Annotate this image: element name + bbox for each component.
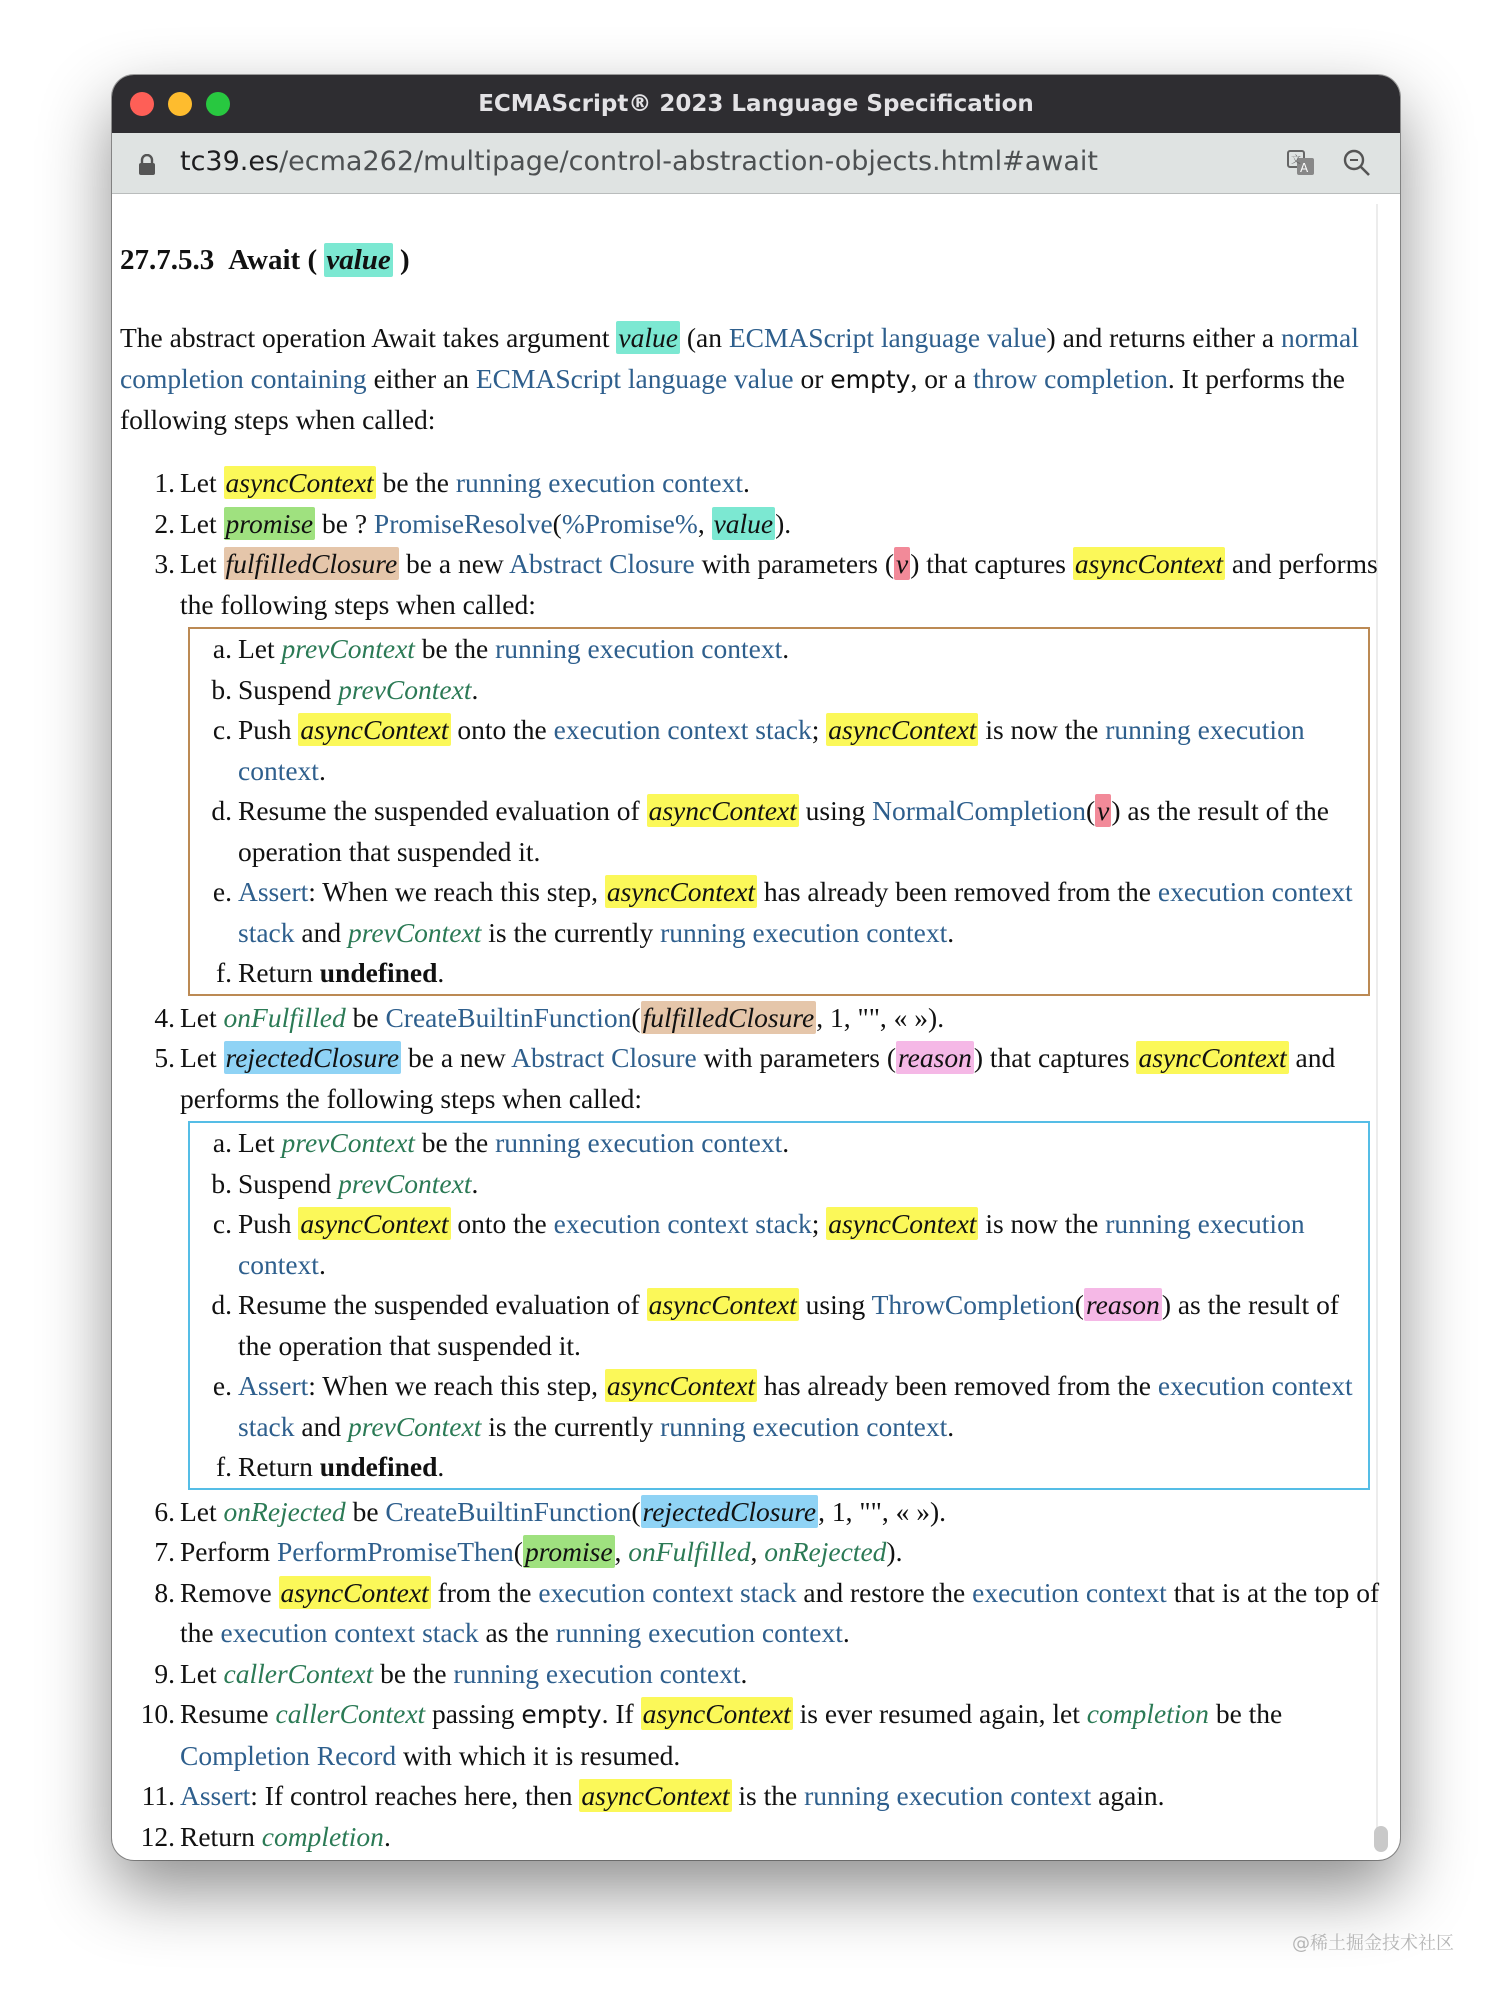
text: .	[471, 673, 479, 705]
close-button[interactable]	[130, 92, 154, 116]
lock-icon	[138, 152, 156, 183]
var-onFulfilled[interactable]: onFulfilled	[223, 1001, 346, 1033]
address-bar[interactable]	[112, 133, 1400, 194]
step-number: 1.	[154, 467, 175, 498]
text: Push	[238, 714, 299, 745]
text: Let	[238, 633, 282, 664]
text: is now the	[978, 714, 1106, 745]
link-normal-completion[interactable]: normal completion containing	[120, 322, 1359, 394]
substep-a	[190, 629, 1358, 670]
step-7	[120, 1532, 1380, 1573]
var-onFulfilled[interactable]: onFulfilled	[628, 1536, 751, 1567]
var-asyncContext[interactable]: asyncContext	[828, 714, 977, 745]
link-assert[interactable]: Assert	[238, 1370, 309, 1401]
window-controls	[130, 92, 230, 116]
substep-number: d.	[211, 795, 232, 826]
text: again.	[1091, 1780, 1165, 1811]
text: Let	[238, 1127, 282, 1158]
step-number: 9.	[154, 1657, 175, 1689]
substep-c	[190, 710, 1358, 791]
var-asyncContext[interactable]: asyncContext	[648, 1289, 797, 1320]
step-12	[120, 1817, 1380, 1858]
text: is the currently	[481, 916, 661, 948]
text: .	[743, 467, 750, 498]
var-asyncContext[interactable]: asyncContext	[225, 467, 374, 498]
link-assert[interactable]: Assert	[238, 876, 309, 907]
text: ).	[886, 1536, 903, 1567]
text: , 1, "", « »).	[816, 1001, 945, 1033]
text: : If control reaches here, then	[250, 1780, 580, 1811]
algorithm-steps	[120, 463, 1380, 1857]
intro-paragraph	[120, 318, 1370, 441]
text: and	[294, 1410, 348, 1442]
zoom-button[interactable]	[206, 92, 230, 116]
step-10	[120, 1694, 1380, 1776]
text: ,	[697, 507, 712, 539]
text: Perform	[180, 1536, 277, 1567]
link-throw-completion[interactable]: throw completion	[973, 362, 1168, 394]
section-heading	[120, 240, 410, 281]
text: .	[318, 754, 326, 786]
substep-e	[190, 872, 1358, 953]
minimize-button[interactable]	[168, 92, 192, 116]
text: onto the	[450, 1208, 554, 1239]
text: be a new	[399, 548, 510, 579]
text: (	[631, 1001, 641, 1033]
step-8	[120, 1573, 1380, 1654]
text: ) and returns either a	[1046, 322, 1281, 353]
link-running-execution-context[interactable]: running execution context	[495, 1127, 783, 1158]
substep-a	[190, 1123, 1358, 1164]
text: be the	[414, 1127, 496, 1158]
text: .	[437, 1451, 445, 1482]
var-promise[interactable]: promise	[524, 1536, 613, 1567]
var-callerContext[interactable]: callerContext	[275, 1698, 426, 1729]
text: and performs the following steps when called:	[180, 1042, 1336, 1114]
step-number: 2.	[154, 507, 175, 539]
fulfilled-closure-box	[188, 627, 1370, 996]
var-rejectedClosure[interactable]: rejectedClosure	[225, 1042, 400, 1073]
text: (an	[679, 322, 729, 353]
text: be a new	[401, 1042, 512, 1073]
text: with parameters (	[694, 548, 895, 579]
text: onto the	[450, 714, 554, 745]
text: with parameters (	[696, 1042, 896, 1073]
var-completion[interactable]: completion	[1086, 1698, 1209, 1729]
step-2	[120, 504, 1380, 545]
search-icon[interactable]	[1342, 148, 1372, 185]
link-throwcompletion[interactable]: ThrowCompletion	[871, 1289, 1075, 1320]
step-6	[120, 1492, 1380, 1533]
step-4	[120, 998, 1380, 1039]
const-empty: empty	[830, 364, 911, 394]
text: be ?	[315, 507, 374, 539]
substep-b	[190, 1164, 1358, 1205]
text: using	[798, 1289, 872, 1320]
text: : When we reach this step,	[308, 876, 605, 907]
watermark: @稀土掘金技术社区	[1292, 1933, 1454, 1954]
text: .	[383, 1820, 391, 1852]
var-asyncContext[interactable]: asyncContext	[642, 1698, 791, 1729]
substep-number: b.	[211, 673, 232, 705]
var-asyncContext[interactable]: asyncContext	[606, 876, 755, 907]
text: Remove	[180, 1576, 279, 1608]
var-asyncContext[interactable]: asyncContext	[606, 1370, 755, 1401]
link-execution-context-stack[interactable]: execution context stack	[238, 876, 1353, 948]
section-close: )	[400, 244, 410, 276]
substep-e	[190, 1366, 1358, 1447]
substep-number: f.	[215, 957, 232, 988]
text: be the	[1208, 1698, 1283, 1729]
var-asyncContext[interactable]: asyncContext	[648, 795, 797, 826]
step-number: 12.	[140, 1820, 175, 1852]
text: Return	[180, 1820, 262, 1852]
text: ) as the result of the operation that suspended it.	[238, 795, 1329, 867]
text: .	[437, 957, 445, 988]
link-execution-context-stack[interactable]: execution context stack	[553, 1208, 812, 1239]
substep-number: c.	[212, 714, 232, 745]
text: with which it is resumed.	[396, 1739, 681, 1771]
step-number: 7.	[154, 1536, 175, 1567]
text: ,	[614, 1536, 629, 1567]
step-number: 11.	[141, 1780, 175, 1811]
text: and	[294, 916, 348, 948]
text: (	[1085, 795, 1096, 826]
link-running-execution-context[interactable]: running execution context	[238, 1208, 1305, 1280]
section-number: 27.7.5.3	[120, 244, 215, 276]
text: Let	[180, 507, 224, 539]
link-createbuiltinfunction[interactable]: CreateBuiltinFunction	[385, 1001, 632, 1033]
link-running-execution-context[interactable]: running execution context	[455, 467, 744, 498]
text: and performs the following steps when called:	[180, 548, 1378, 620]
text: is now the	[978, 1208, 1106, 1239]
text: .	[740, 1657, 748, 1689]
var-promise[interactable]: promise	[225, 507, 314, 539]
section-name: Await (	[228, 244, 318, 276]
substep-c	[190, 1204, 1358, 1285]
link-running-execution-context[interactable]: running execution context	[453, 1657, 741, 1689]
link-abstract-closure[interactable]: Abstract Closure	[509, 548, 695, 579]
text: Push	[238, 1208, 299, 1239]
step-number: 10.	[140, 1698, 175, 1729]
text: .	[318, 1248, 326, 1280]
text: (	[1074, 1289, 1084, 1320]
substep-d	[190, 791, 1358, 872]
link-running-execution-context[interactable]: running execution context	[660, 1410, 948, 1442]
const-undefined: undefined	[319, 1451, 438, 1482]
substep-number: a.	[212, 1127, 232, 1158]
text: .	[947, 916, 955, 948]
text: Let	[180, 467, 224, 498]
text: Resume the suspended evaluation of	[238, 1289, 647, 1320]
substep-f	[190, 1447, 1358, 1488]
text: .	[947, 1410, 955, 1442]
link-performpromisethen[interactable]: PerformPromiseThen	[277, 1536, 514, 1567]
text: The abstract operation Await takes argument	[120, 322, 617, 353]
rejected-closure-box	[188, 1121, 1370, 1490]
link-running-execution-context[interactable]: running execution context	[495, 633, 783, 664]
var-prevContext[interactable]: prevContext	[338, 673, 472, 705]
text: . It performs the following steps when called:	[120, 362, 1346, 435]
substep-number: a.	[212, 633, 232, 664]
var-asyncContext[interactable]: asyncContext	[1074, 548, 1224, 579]
text: Resume the suspended evaluation of	[238, 795, 647, 826]
url-text[interactable]	[180, 146, 1098, 177]
step-1	[120, 463, 1380, 504]
text: ).	[775, 507, 792, 539]
text: ;	[811, 714, 827, 745]
text: Let	[180, 1001, 224, 1033]
text: that is at the top of the	[180, 1576, 1380, 1648]
var-v[interactable]: v	[896, 548, 909, 579]
text: Let	[180, 548, 224, 579]
var-prevContext[interactable]: prevContext	[347, 916, 482, 948]
page-content	[112, 194, 1400, 1860]
param-value[interactable]: value	[326, 244, 391, 276]
var-value[interactable]: value	[713, 507, 774, 539]
text: using	[798, 795, 873, 826]
url-host: tc39.es	[180, 146, 280, 177]
var-onRejected[interactable]: onRejected	[223, 1495, 346, 1527]
var-onRejected[interactable]: onRejected	[764, 1536, 887, 1567]
text: .	[471, 1167, 479, 1199]
var-asyncContext[interactable]: asyncContext	[280, 1576, 429, 1608]
substep-b	[190, 670, 1358, 711]
substep-number: e.	[212, 876, 232, 907]
link-execution-context-stack[interactable]: execution context stack	[538, 1576, 797, 1608]
text: Return	[238, 957, 320, 988]
text: .	[782, 1127, 790, 1158]
link-running-execution-context[interactable]: running execution context	[804, 1780, 1092, 1811]
link-execution-context-stack[interactable]: execution context stack	[238, 1370, 1353, 1442]
var-value[interactable]: value	[618, 322, 678, 353]
text: Let	[180, 1495, 224, 1527]
link-promiseresolve[interactable]: PromiseResolve	[373, 507, 553, 539]
var-asyncContext[interactable]: asyncContext	[828, 1208, 977, 1239]
text: : When we reach this step,	[308, 1370, 605, 1401]
var-asyncContext[interactable]: asyncContext	[300, 1208, 449, 1239]
text: .	[782, 633, 790, 664]
link-promise-intrinsic[interactable]: %Promise%	[561, 507, 698, 539]
step-11	[120, 1776, 1380, 1817]
link-completion-record[interactable]: Completion Record	[180, 1739, 397, 1771]
text: be	[345, 1001, 386, 1033]
text: (	[631, 1495, 641, 1527]
var-asyncContext[interactable]: asyncContext	[1138, 1042, 1287, 1073]
const-empty: empty	[521, 1700, 602, 1729]
step-9	[120, 1654, 1380, 1695]
text: has already been removed from the	[757, 876, 1158, 907]
step-number: 3.	[154, 548, 175, 579]
text: , 1, "", « »).	[818, 1495, 946, 1527]
var-prevContext[interactable]: prevContext	[338, 1167, 472, 1199]
text: and restore the	[796, 1576, 973, 1608]
link-ecmascript-language-value[interactable]: ECMAScript language value	[475, 362, 794, 394]
var-prevContext[interactable]: prevContext	[347, 1410, 482, 1442]
text: ) as the result of the operation that suspended it.	[238, 1289, 1339, 1361]
var-prevContext[interactable]: prevContext	[281, 1127, 415, 1158]
text: has already been removed from the	[757, 1370, 1158, 1401]
link-running-execution-context[interactable]: running execution context	[555, 1617, 843, 1648]
text: . If	[601, 1698, 641, 1729]
substep-f	[190, 953, 1358, 994]
var-fulfilledClosure[interactable]: fulfilledClosure	[225, 548, 398, 579]
text: or	[793, 362, 831, 394]
text: either an	[366, 362, 476, 394]
link-running-execution-context[interactable]: running execution context	[660, 916, 948, 948]
text: is the currently	[481, 1410, 661, 1442]
var-completion[interactable]: completion	[261, 1820, 384, 1852]
link-running-execution-context[interactable]: running execution context	[238, 714, 1305, 786]
step-number: 5.	[154, 1042, 175, 1073]
substep-number: f.	[215, 1451, 232, 1482]
text: Suspend	[238, 1167, 339, 1199]
text: be the	[373, 1657, 454, 1689]
text: be the	[414, 633, 496, 664]
svg-text:文: 文	[1291, 155, 1301, 166]
text: (	[552, 507, 562, 539]
text: Return	[238, 1451, 320, 1482]
var-reason[interactable]: reason	[898, 1042, 972, 1073]
text: Let	[180, 1042, 224, 1073]
substep-number: d.	[211, 1289, 232, 1320]
var-callerContext[interactable]: callerContext	[223, 1657, 374, 1689]
var-prevContext[interactable]: prevContext	[281, 633, 415, 664]
text: ) that captures	[910, 548, 1073, 579]
var-asyncContext[interactable]: asyncContext	[581, 1780, 730, 1811]
url-path: /ecma262/multipage/control-abstraction-objects.html#await	[279, 146, 1098, 177]
var-asyncContext[interactable]: asyncContext	[300, 714, 449, 745]
text: (	[513, 1536, 523, 1567]
link-execution-context-stack[interactable]: execution context stack	[220, 1617, 479, 1648]
link-execution-context[interactable]: execution context	[972, 1576, 1167, 1608]
svg-text:A: A	[1300, 161, 1309, 175]
text: Let	[180, 1657, 224, 1689]
substep-d	[190, 1285, 1358, 1366]
text: be the	[375, 467, 456, 498]
text: Suspend	[238, 673, 339, 705]
text: ;	[811, 1208, 827, 1239]
substep-number: c.	[212, 1208, 232, 1239]
step-5	[120, 1038, 1380, 1119]
link-abstract-closure[interactable]: Abstract Closure	[511, 1042, 697, 1073]
link-execution-context-stack[interactable]: execution context stack	[553, 714, 812, 745]
step-number: 4.	[154, 1001, 175, 1033]
text: Resume	[180, 1698, 276, 1729]
text: is the	[731, 1780, 805, 1811]
text: passing	[425, 1698, 522, 1729]
substep-number: e.	[212, 1370, 232, 1401]
text: be	[345, 1495, 386, 1527]
var-fulfilledClosure[interactable]: fulfilledClosure	[642, 1001, 815, 1033]
title-bar	[112, 75, 1400, 133]
window-title: ECMAScript® 2023 Language Specification	[478, 91, 1034, 117]
browser-window	[112, 75, 1400, 1860]
link-assert[interactable]: Assert	[180, 1780, 251, 1811]
var-v[interactable]: v	[1097, 795, 1110, 826]
text: .	[842, 1617, 850, 1648]
text: , or a	[910, 362, 974, 394]
step-number: 8.	[154, 1576, 175, 1608]
text: ) that captures	[973, 1042, 1137, 1073]
substep-number: b.	[211, 1167, 232, 1199]
text: ,	[750, 1536, 765, 1567]
translate-icon[interactable]	[1286, 148, 1316, 185]
text: as the	[478, 1617, 556, 1648]
link-normalcompletion[interactable]: NormalCompletion	[872, 795, 1086, 826]
link-ecmascript-language-value[interactable]: ECMAScript language value	[728, 322, 1047, 353]
text: from the	[430, 1576, 539, 1608]
const-undefined: undefined	[319, 957, 438, 988]
step-number: 6.	[154, 1495, 175, 1527]
text: is ever resumed again, let	[792, 1698, 1087, 1729]
link-createbuiltinfunction[interactable]: CreateBuiltinFunction	[385, 1495, 632, 1527]
var-rejectedClosure[interactable]: rejectedClosure	[642, 1495, 817, 1527]
var-reason[interactable]: reason	[1085, 1289, 1160, 1320]
step-3	[120, 544, 1380, 625]
